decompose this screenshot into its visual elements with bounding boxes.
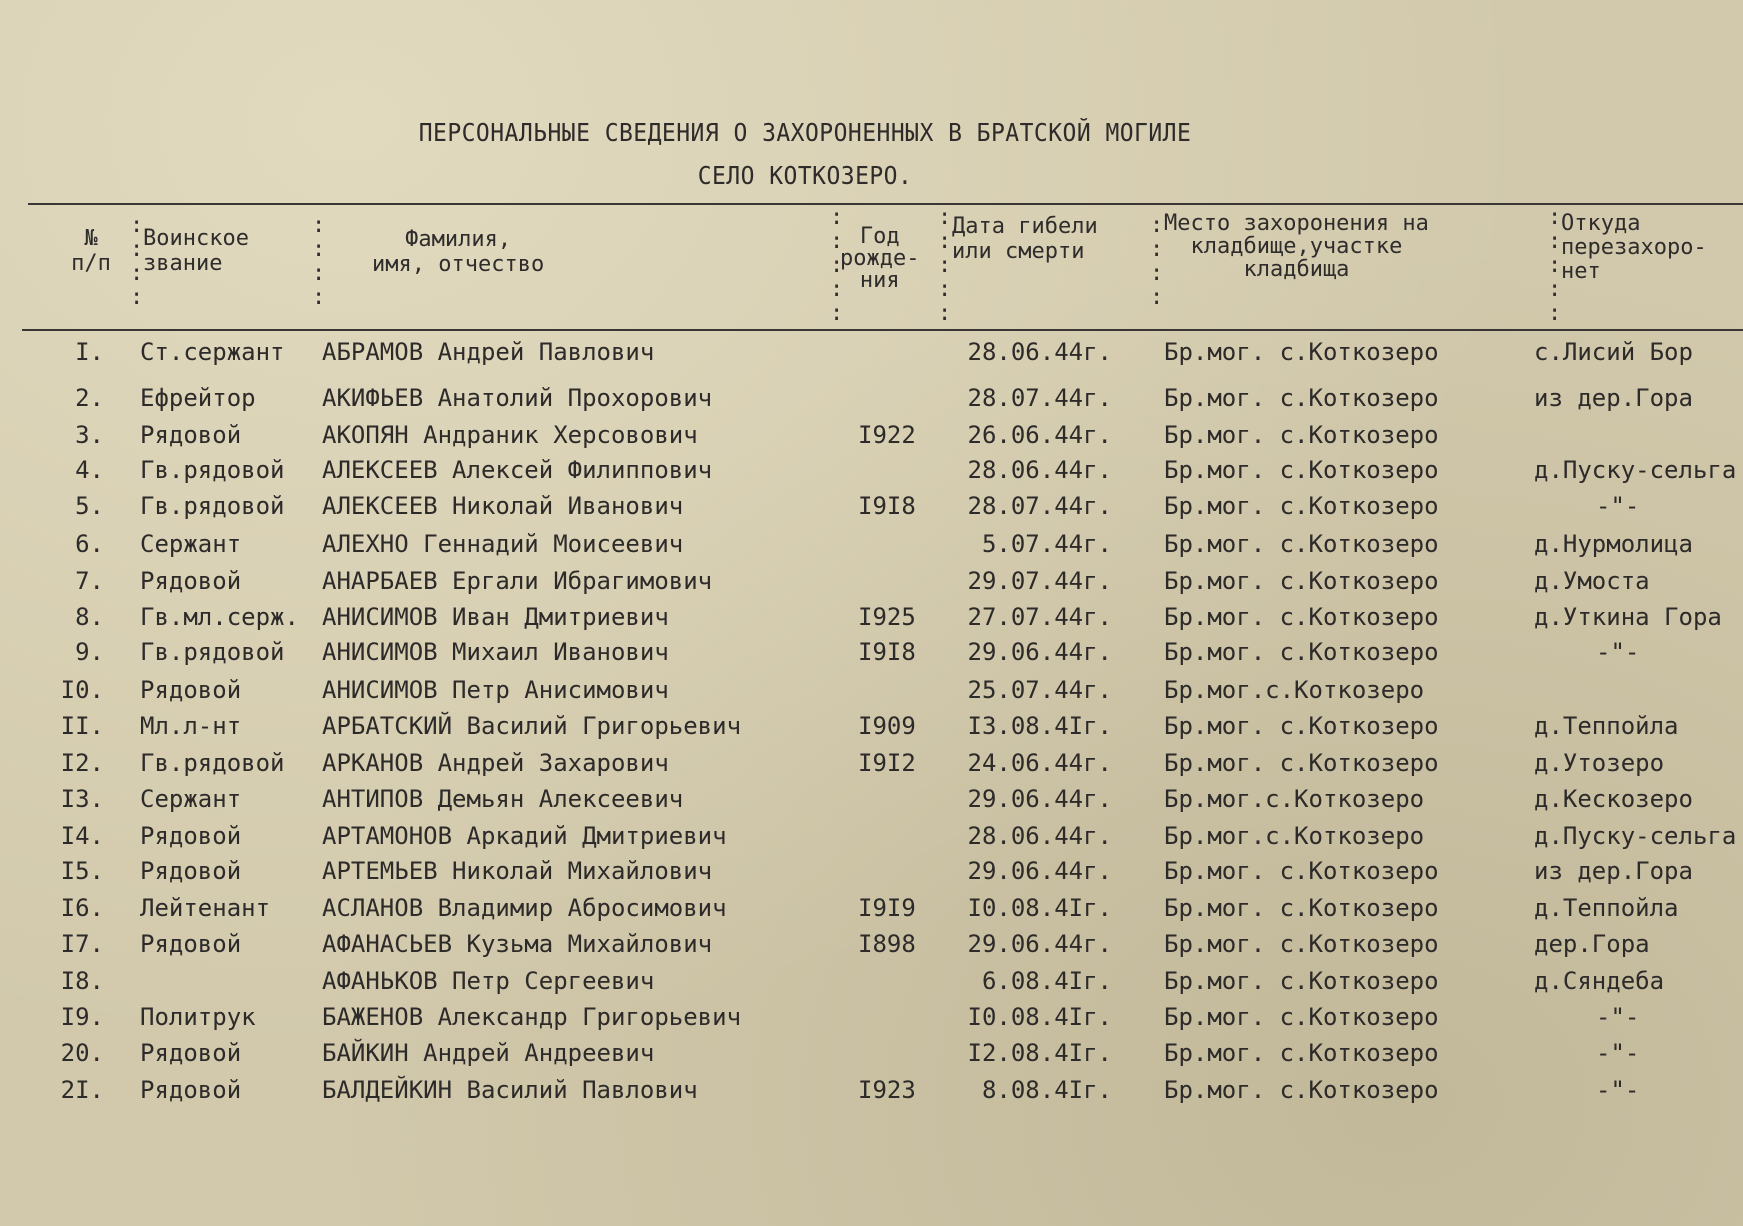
row-rank: Сержант xyxy=(140,785,242,813)
row-rank: Рядовой xyxy=(140,1039,242,1067)
row-number: I2. xyxy=(60,749,104,777)
row-full-name: АФАНЬКОВ Петр Сергеевич xyxy=(322,967,655,995)
row-reburied-from: -"- xyxy=(1596,1076,1640,1104)
row-death-date: 29.07.44г. xyxy=(967,567,1112,595)
row-birth-year: I898 xyxy=(858,930,916,958)
row-burial-place: Бр.мог. с.Коткозеро xyxy=(1164,894,1439,922)
row-rank: Гв.рядовой xyxy=(140,638,285,666)
row-full-name: АРБАТСКИЙ Василий Григорьевич xyxy=(322,712,742,740)
row-burial-place: Бр.мог. с.Коткозеро xyxy=(1164,1003,1439,1031)
row-burial-place: Бр.мог.с.Коткозеро xyxy=(1164,822,1425,850)
row-number: 2I. xyxy=(60,1076,104,1104)
column-separator: : : : : xyxy=(312,213,326,310)
row-reburied-from: -"- xyxy=(1596,638,1640,666)
row-rank: Рядовой xyxy=(140,676,242,704)
row-burial-place: Бр.мог. с.Коткозеро xyxy=(1164,530,1439,558)
row-burial-place: Бр.мог. с.Коткозеро xyxy=(1164,749,1439,777)
row-number: 7. xyxy=(75,567,104,595)
row-burial-place: Бр.мог. с.Коткозеро xyxy=(1164,930,1439,958)
header-place: Место захоронения на кладбище,участке кладбища xyxy=(1164,211,1429,282)
row-number: 20. xyxy=(60,1039,104,1067)
row-burial-place: Бр.мог. с.Коткозеро xyxy=(1164,712,1439,740)
row-birth-year: I925 xyxy=(858,603,916,631)
header-rank: Воинское звание xyxy=(143,226,249,276)
row-birth-year: I909 xyxy=(858,712,916,740)
row-number: I4. xyxy=(60,822,104,850)
row-death-date: 24.06.44г. xyxy=(967,749,1112,777)
header-date: Дата гибели или смерти xyxy=(952,214,1098,264)
row-full-name: АРКАНОВ Андрей Захарович xyxy=(322,749,669,777)
row-full-name: АНАРБАЕВ Ергали Ибрагимович xyxy=(322,567,713,595)
row-death-date: 28.06.44г. xyxy=(967,822,1112,850)
header-year: Год рожде- ния xyxy=(840,224,920,293)
column-separator: : : : : : xyxy=(1548,205,1562,326)
row-reburied-from: д.Утозеро xyxy=(1534,749,1665,777)
column-separator: : : : : xyxy=(130,213,144,310)
row-rank: Рядовой xyxy=(140,1076,242,1104)
row-death-date: 27.07.44г. xyxy=(967,603,1112,631)
row-number: 2. xyxy=(75,384,104,412)
row-full-name: АНТИПОВ Демьян Алексеевич xyxy=(322,785,684,813)
row-reburied-from: д.Пуску-сельга xyxy=(1534,822,1737,850)
row-full-name: АЛЕКСЕЕВ Николай Иванович xyxy=(322,492,684,520)
column-separator: : : : : : xyxy=(938,205,952,326)
row-birth-year: I922 xyxy=(858,421,916,449)
row-number: 9. xyxy=(75,638,104,666)
row-birth-year: I9I2 xyxy=(858,749,916,777)
row-number: I. xyxy=(75,338,104,366)
row-death-date: 28.07.44г. xyxy=(967,384,1112,412)
row-number: I3. xyxy=(60,785,104,813)
row-reburied-from: -"- xyxy=(1596,492,1640,520)
row-death-date: I3.08.4Iг. xyxy=(967,712,1112,740)
row-burial-place: Бр.мог. с.Коткозеро xyxy=(1164,338,1439,366)
row-rank: Рядовой xyxy=(140,567,242,595)
row-reburied-from: из дер.Гора xyxy=(1534,857,1693,885)
row-number: I0. xyxy=(60,676,104,704)
row-rank: Гв.рядовой xyxy=(140,492,285,520)
row-rank: Гв.рядовой xyxy=(140,749,285,777)
row-burial-place: Бр.мог.с.Коткозеро xyxy=(1164,676,1425,704)
row-death-date: 26.06.44г. xyxy=(967,421,1112,449)
row-burial-place: Бр.мог. с.Коткозеро xyxy=(1164,421,1439,449)
column-separator: : : : : : xyxy=(830,205,844,326)
row-reburied-from: д.Кескозеро xyxy=(1534,785,1693,813)
row-number: I9. xyxy=(60,1003,104,1031)
row-burial-place: Бр.мог. с.Коткозеро xyxy=(1164,603,1439,631)
row-death-date: 29.06.44г. xyxy=(967,785,1112,813)
row-rank: Сержант xyxy=(140,530,242,558)
row-death-date: 5.07.44г. xyxy=(981,530,1112,558)
row-burial-place: Бр.мог.с.Коткозеро xyxy=(1164,785,1425,813)
row-death-date: 28.06.44г. xyxy=(967,338,1112,366)
header-num: № п/п xyxy=(71,226,111,276)
row-rank: Рядовой xyxy=(140,857,242,885)
column-separator: : : : : xyxy=(1150,213,1164,310)
row-full-name: АНИСИМОВ Иван Дмитриевич xyxy=(322,603,669,631)
row-rank: Гв.мл.серж. xyxy=(140,603,299,631)
row-number: I8. xyxy=(60,967,104,995)
row-rank: Рядовой xyxy=(140,421,242,449)
row-number: 4. xyxy=(75,456,104,484)
row-full-name: АКОПЯН Андраник Херсовович xyxy=(322,421,698,449)
row-death-date: 25.07.44г. xyxy=(967,676,1112,704)
row-death-date: 8.08.4Iг. xyxy=(981,1076,1112,1104)
document-title: ПЕРСОНАЛЬНЫЕ СВЕДЕНИЯ О ЗАХОРОНЕННЫХ В БРАТСКОЙ МОГИЛЕ xyxy=(418,118,1192,147)
row-full-name: АНИСИМОВ Михаил Иванович xyxy=(322,638,669,666)
row-burial-place: Бр.мог. с.Коткозеро xyxy=(1164,456,1439,484)
row-death-date: I0.08.4Iг. xyxy=(967,1003,1112,1031)
row-full-name: АРТЕМЬЕВ Николай Михайлович xyxy=(322,857,713,885)
row-full-name: АФАНАСЬЕВ Кузьма Михайлович xyxy=(322,930,713,958)
row-rank: Ст.сержант xyxy=(140,338,285,366)
row-full-name: БАЖЕНОВ Александр Григорьевич xyxy=(322,1003,742,1031)
row-reburied-from: д.Теппойла xyxy=(1534,712,1679,740)
row-death-date: I0.08.4Iг. xyxy=(967,894,1112,922)
row-number: 6. xyxy=(75,530,104,558)
row-rank: Ефрейтор xyxy=(140,384,256,412)
table-header-rule xyxy=(22,329,1743,331)
header-name: Фамилия, имя, отчество xyxy=(372,227,545,277)
row-birth-year: I9I8 xyxy=(858,638,916,666)
row-reburied-from: -"- xyxy=(1596,1003,1640,1031)
row-burial-place: Бр.мог. с.Коткозеро xyxy=(1164,492,1439,520)
row-burial-place: Бр.мог. с.Коткозеро xyxy=(1164,1039,1439,1067)
row-reburied-from: д.Пуску-сельга xyxy=(1534,456,1737,484)
row-burial-place: Бр.мог. с.Коткозеро xyxy=(1164,1076,1439,1104)
row-full-name: БАЙКИН Андрей Андреевич xyxy=(322,1039,655,1067)
row-reburied-from: д.Теппойла xyxy=(1534,894,1679,922)
document-subtitle: СЕЛО КОТКОЗЕРО. xyxy=(697,161,913,190)
row-number: 8. xyxy=(75,603,104,631)
row-rank: Рядовой xyxy=(140,822,242,850)
row-reburied-from: д.Умоста xyxy=(1534,567,1650,595)
row-full-name: АРТАМОНОВ Аркадий Дмитриевич xyxy=(322,822,727,850)
table-top-rule xyxy=(28,203,1743,205)
row-rank: Мл.л-нт xyxy=(140,712,242,740)
row-full-name: АЛЕКСЕЕВ Алексей Филиппович xyxy=(322,456,713,484)
row-full-name: АЛЕХНО Геннадий Моисеевич xyxy=(322,530,684,558)
row-full-name: АКИФЬЕВ Анатолий Прохорович xyxy=(322,384,713,412)
row-number: 5. xyxy=(75,492,104,520)
row-number: I5. xyxy=(60,857,104,885)
header-origin: Откуда перезахоро- нет xyxy=(1561,211,1707,284)
row-death-date: I2.08.4Iг. xyxy=(967,1039,1112,1067)
row-reburied-from: с.Лисий Бор xyxy=(1534,338,1693,366)
row-number: I6. xyxy=(60,894,104,922)
row-reburied-from: д.Уткина Гора xyxy=(1534,603,1722,631)
row-reburied-from: д.Сяндеба xyxy=(1534,967,1665,995)
row-death-date: 29.06.44г. xyxy=(967,857,1112,885)
row-number: I7. xyxy=(60,930,104,958)
row-birth-year: I9I9 xyxy=(858,894,916,922)
row-death-date: 29.06.44г. xyxy=(967,638,1112,666)
row-number: II. xyxy=(60,712,104,740)
row-death-date: 29.06.44г. xyxy=(967,930,1112,958)
row-full-name: АНИСИМОВ Петр Анисимович xyxy=(322,676,669,704)
row-rank: Рядовой xyxy=(140,930,242,958)
row-full-name: АСЛАНОВ Владимир Абросимович xyxy=(322,894,727,922)
row-rank: Политрук xyxy=(140,1003,256,1031)
row-burial-place: Бр.мог. с.Коткозеро xyxy=(1164,967,1439,995)
row-full-name: АБРАМОВ Андрей Павлович xyxy=(322,338,655,366)
row-reburied-from: д.Нурмолица xyxy=(1534,530,1693,558)
row-reburied-from: -"- xyxy=(1596,1039,1640,1067)
row-burial-place: Бр.мог. с.Коткозеро xyxy=(1164,857,1439,885)
row-death-date: 28.07.44г. xyxy=(967,492,1112,520)
row-burial-place: Бр.мог. с.Коткозеро xyxy=(1164,384,1439,412)
row-reburied-from: дер.Гора xyxy=(1534,930,1650,958)
row-birth-year: I9I8 xyxy=(858,492,916,520)
row-reburied-from: из дер.Гора xyxy=(1534,384,1693,412)
row-death-date: 28.06.44г. xyxy=(967,456,1112,484)
row-full-name: БАЛДЕЙКИН Василий Павлович xyxy=(322,1076,698,1104)
row-birth-year: I923 xyxy=(858,1076,916,1104)
row-death-date: 6.08.4Iг. xyxy=(981,967,1112,995)
row-burial-place: Бр.мог. с.Коткозеро xyxy=(1164,567,1439,595)
row-rank: Лейтенант xyxy=(140,894,271,922)
row-number: 3. xyxy=(75,421,104,449)
row-rank: Гв.рядовой xyxy=(140,456,285,484)
row-burial-place: Бр.мог. с.Коткозеро xyxy=(1164,638,1439,666)
